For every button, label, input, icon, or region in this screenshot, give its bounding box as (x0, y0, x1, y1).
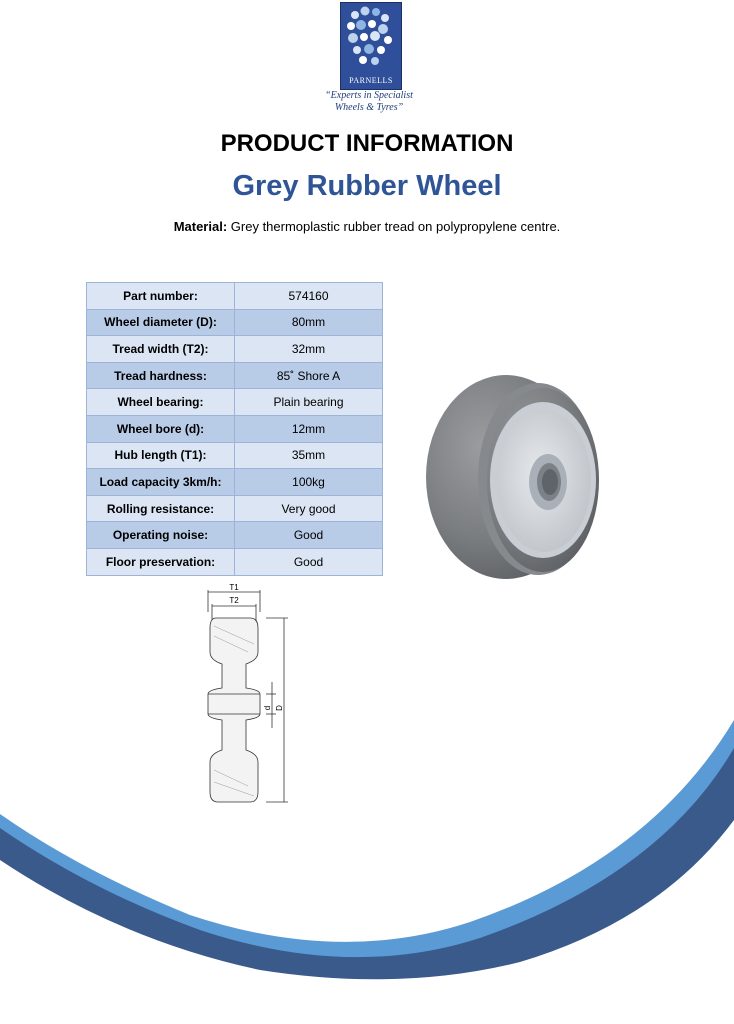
table-row (87, 389, 383, 416)
spec-label: Load capacity 3km/h: (87, 469, 235, 496)
spec-label: Operating noise: (87, 522, 235, 549)
table-row (87, 336, 383, 363)
spec-value: Good (235, 548, 383, 575)
tagline-line-2: Wheels & Tyres” (334, 102, 404, 113)
spec-value: Very good (235, 495, 383, 522)
dim-t1: T1 (229, 583, 239, 592)
material-line (0, 219, 734, 234)
spec-value: 85˚ Shore A (235, 362, 383, 389)
spec-value: 574160 (235, 283, 383, 310)
spec-value: 80mm (235, 309, 383, 336)
table-row (87, 469, 383, 496)
table-row (87, 415, 383, 442)
logo-emblem (340, 2, 402, 90)
spec-value: 32mm (235, 336, 383, 363)
spec-label: Hub length (T1): (87, 442, 235, 469)
logo-tagline (313, 90, 425, 114)
spec-value: Plain bearing (235, 389, 383, 416)
spec-table (86, 282, 383, 576)
spec-label: Tread hardness: (87, 362, 235, 389)
wheel-photo (418, 374, 608, 580)
table-row (87, 309, 383, 336)
spec-value: Good (235, 522, 383, 549)
spec-label: Wheel bearing: (87, 389, 235, 416)
tagline-line-1: “Experts in Specialist (325, 90, 413, 101)
table-row (87, 495, 383, 522)
table-row (87, 362, 383, 389)
dim-d-small: d (263, 705, 272, 711)
company-logo (313, 2, 425, 120)
product-title: Grey Rubber Wheel (232, 170, 502, 202)
logo-circles-icon (341, 3, 401, 73)
table-row (87, 283, 383, 310)
spec-value: 35mm (235, 442, 383, 469)
logo-name: PARNELLS (349, 76, 393, 85)
footer-wave (0, 700, 734, 1024)
spec-label: Wheel diameter (D): (87, 309, 235, 336)
spec-value: 100kg (235, 469, 383, 496)
spec-label: Rolling resistance: (87, 495, 235, 522)
material-text: Grey thermoplastic rubber tread on polypropylene centre. (230, 219, 561, 234)
dim-d-large: D (275, 705, 284, 711)
table-row (87, 442, 383, 469)
spec-label: Wheel bore (d): (87, 415, 235, 442)
material-label: Material: (173, 219, 228, 234)
table-row (87, 522, 383, 549)
table-row (87, 548, 383, 575)
dim-t2: T2 (229, 596, 239, 605)
spec-value: 12mm (235, 415, 383, 442)
page-heading: PRODUCT INFORMATION (220, 130, 514, 157)
spec-label: Part number: (87, 283, 235, 310)
spec-label: Floor preservation: (87, 548, 235, 575)
spec-label: Tread width (T2): (87, 336, 235, 363)
